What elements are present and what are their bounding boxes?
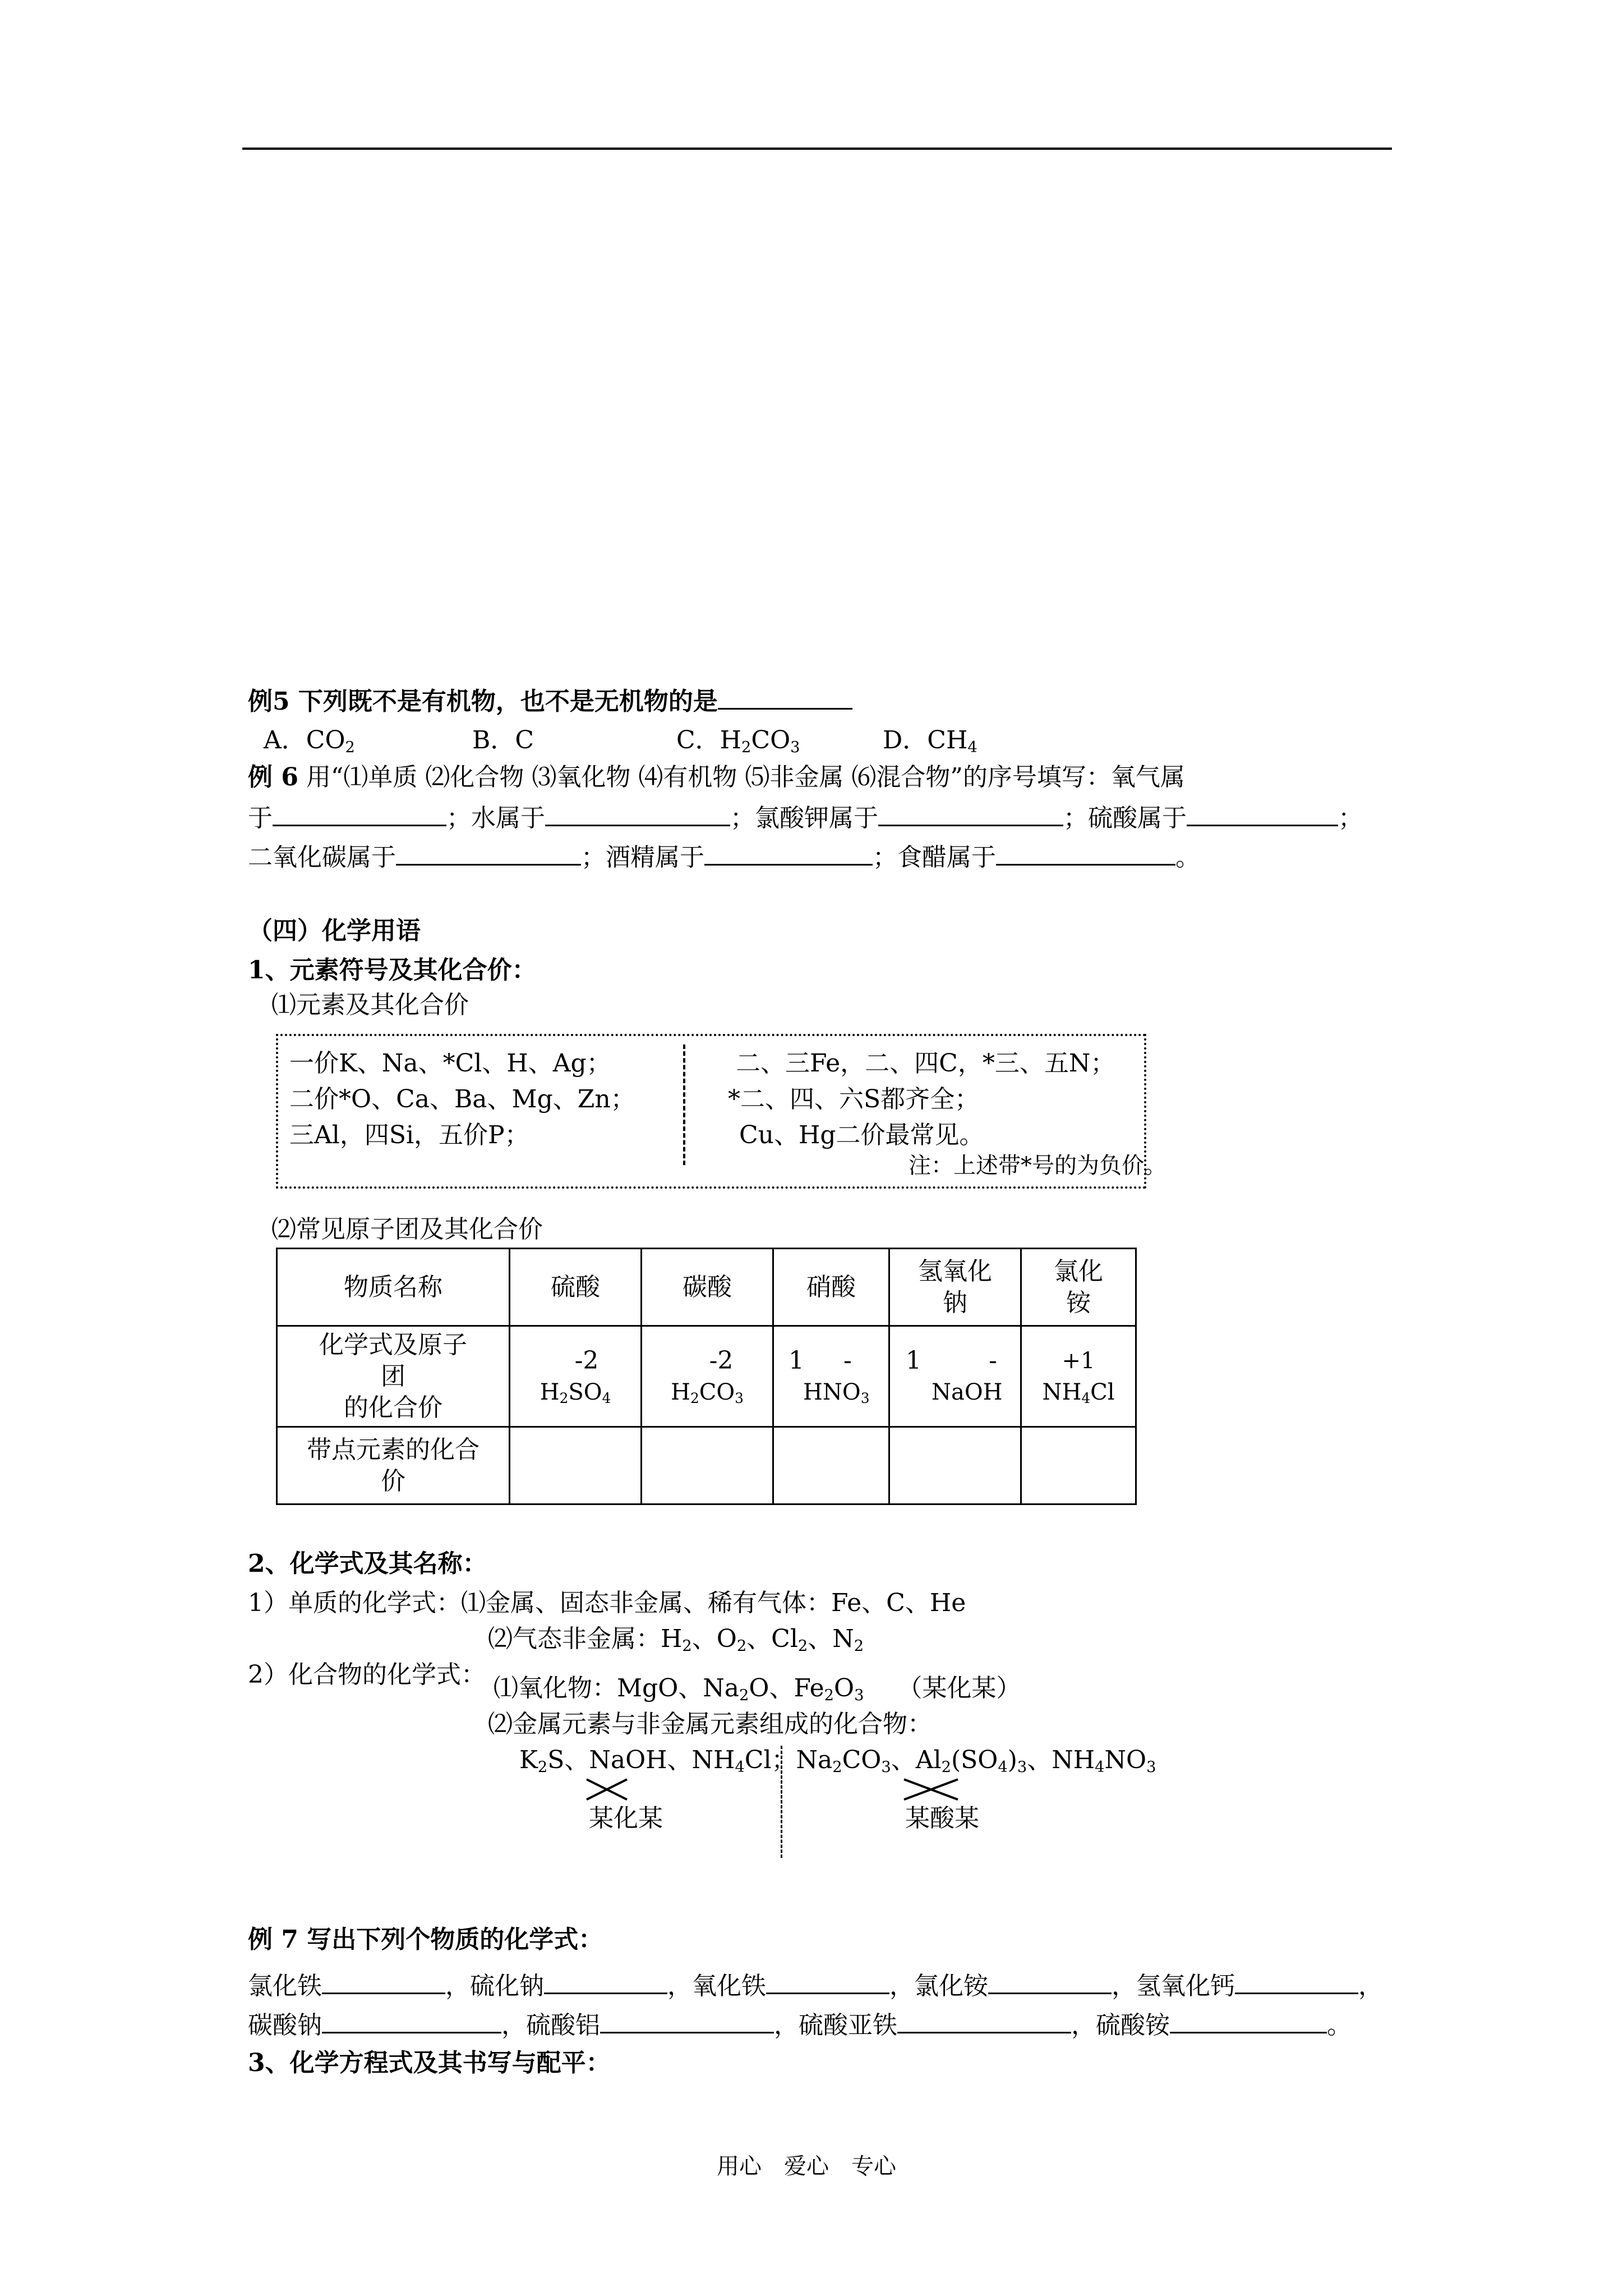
section2-heading: 2、化学式及其名称： — [248, 1549, 487, 1578]
ex7-blank-nh4cl[interactable] — [988, 1968, 1112, 1994]
ex7-line2: 碳酸钠 ，硫酸铝 ，硫酸亚铁 ，硫酸铵 。 — [248, 2007, 1352, 2042]
section4-heading1: 1、元素符号及其化合价： — [248, 956, 537, 984]
ex5-option-c: C．$H_2CO_3$ — [676, 726, 800, 756]
section4-sub1: ⑴元素及其化合价 — [271, 991, 469, 1019]
ex5-option-a: A．$CO_2$ — [264, 726, 355, 756]
section4-sub2: ⑵常见原子团及其化合价 — [271, 1215, 543, 1244]
ex7-blank-na2s[interactable] — [544, 1968, 667, 1994]
box-note: 注：上述带*号的为负价。 — [909, 1153, 1166, 1179]
section2-line1: 1）单质的化学式：⑴金属、固态非金属、稀有气体：Fe、C、He — [248, 1589, 966, 1617]
ex7-blank-al2so43[interactable] — [600, 2007, 774, 2033]
ex5-option-d: D．$CH_4$ — [883, 726, 978, 756]
th-naoh: 氢氧化 钠 — [889, 1249, 1021, 1326]
ex7-line1: 氯化铁 ，硫化钠 ，氧化铁 ，氯化铵 ，氢氧化钙 ， — [248, 1968, 1383, 2003]
row2-cell-4[interactable] — [889, 1427, 1021, 1504]
ex6-blank-h2so4[interactable] — [1187, 800, 1338, 826]
ex6-blank-kclo3[interactable] — [878, 800, 1063, 826]
page-footer: 用心 爱心 专心 — [717, 2154, 896, 2179]
row1-label: 化学式及原子 团 的化合价 — [277, 1326, 510, 1427]
ex7-blank-fecl3[interactable] — [322, 1968, 445, 1994]
naming-rule-1: 某化某 — [589, 1804, 663, 1833]
cross-mark-1 — [585, 1778, 628, 1801]
row2-cell-3[interactable] — [773, 1427, 889, 1504]
ex7-blank-na2co3[interactable] — [322, 2007, 501, 2033]
ex7-blank-caoh2[interactable] — [1235, 1968, 1358, 1994]
ex6-line3: 二氧化碳属于 ；酒精属于 ；食醋属于 。 — [248, 839, 1200, 875]
naming-rule-2: 某酸某 — [905, 1804, 979, 1833]
ex6-blank-oxygen[interactable] — [273, 800, 446, 826]
box-right-2: *二、四、六S都齐全； — [728, 1085, 980, 1114]
cell-hno3: 1 - $HNO_3$ — [773, 1326, 889, 1427]
box-right-3: Cu、Hg二价最常见。 — [739, 1121, 984, 1149]
row2-cell-5[interactable] — [1021, 1427, 1136, 1504]
compounds-divider — [781, 1746, 782, 1858]
box-right-1: 二、三Fe，二、四C，*三、五N； — [736, 1049, 1115, 1078]
th-name: 物质名称 — [277, 1249, 510, 1326]
box-left-1: 一价K、Na、*Cl、H、Ag； — [289, 1049, 611, 1078]
cell-nh4cl: +1 $NH_4Cl$ — [1021, 1326, 1136, 1427]
ex6-line2: 于 ；水属于 ；氯酸钾属于 ；硫酸属于 ； — [248, 800, 1363, 835]
cell-naoh: 1 - NaOH — [889, 1326, 1021, 1427]
section2-compounds: $K_2S$、NaOH、$NH_4Cl$；$Na_2CO_3$、$Al_2(SO_4)_3$、$NH_4NO_3$ — [519, 1746, 1156, 1776]
ex6-blank-water[interactable] — [545, 800, 730, 826]
th-nh4cl: 氯化 铵 — [1021, 1249, 1136, 1326]
ex7-blank-nh42so4[interactable] — [1170, 2007, 1327, 2033]
section4-title: （四）化学用语 — [248, 917, 421, 945]
ex7-blank-feso4[interactable] — [897, 2007, 1071, 2033]
ex6-blank-alcohol[interactable] — [704, 839, 873, 866]
ex5-blank[interactable] — [718, 683, 852, 710]
row2-cell-1[interactable] — [510, 1427, 642, 1504]
ex6-line1: 例 6 用“⑴单质 ⑵化合物 ⑶氧化物 ⑷有机物 ⑸非金属 ⑹混合物”的序号填写：氧气属 — [248, 763, 1185, 792]
section2-line2: ⑵气态非金属：$H_2$、$O_2$、$Cl_2$、$N_2$ — [488, 1625, 864, 1655]
th-h2co3: 碳酸 — [642, 1249, 773, 1326]
cross-mark-2 — [903, 1778, 959, 1801]
box-left-3: 三Al，四Si，五价P； — [289, 1121, 529, 1149]
radical-valence-table — [276, 1248, 1137, 1505]
section2-line4: ⑵金属元素与非金属元素组成的化合物： — [488, 1710, 932, 1738]
ex6-blank-vinegar[interactable] — [996, 839, 1175, 866]
ex5-question: 例5 下列既不是有机物，也不是无机物的是 — [248, 683, 852, 719]
section2-line3: 2）化合物的化学式： — [248, 1660, 486, 1689]
ex5-option-b: B．C — [472, 726, 534, 754]
box-divider — [683, 1045, 685, 1165]
row2-cell-2[interactable] — [642, 1427, 773, 1504]
cell-h2co3: -2 $H_2CO_3$ — [642, 1326, 773, 1427]
ex6-blank-co2[interactable] — [396, 839, 581, 866]
th-h2so4: 硫酸 — [510, 1249, 642, 1326]
header-rule — [242, 148, 1392, 150]
section2-oxides: ⑴氧化物：MgO、$Na_2O$、$Fe_2O_3$ （某化某） — [494, 1674, 1021, 1704]
section3-heading: 3、化学方程式及其书写与配平： — [248, 2049, 611, 2077]
ex7-question: 例 7 写出下列个物质的化学式： — [248, 1925, 603, 1954]
box-left-2: 二价*O、Ca、Ba、Mg、Zn； — [289, 1085, 635, 1114]
th-hno3: 硝酸 — [773, 1249, 889, 1326]
ex7-blank-fe2o3[interactable] — [766, 1968, 889, 1994]
row2-label: 带点元素的化合 价 — [277, 1427, 510, 1504]
cell-h2so4: -2 $H_2SO_4$ — [510, 1326, 642, 1427]
